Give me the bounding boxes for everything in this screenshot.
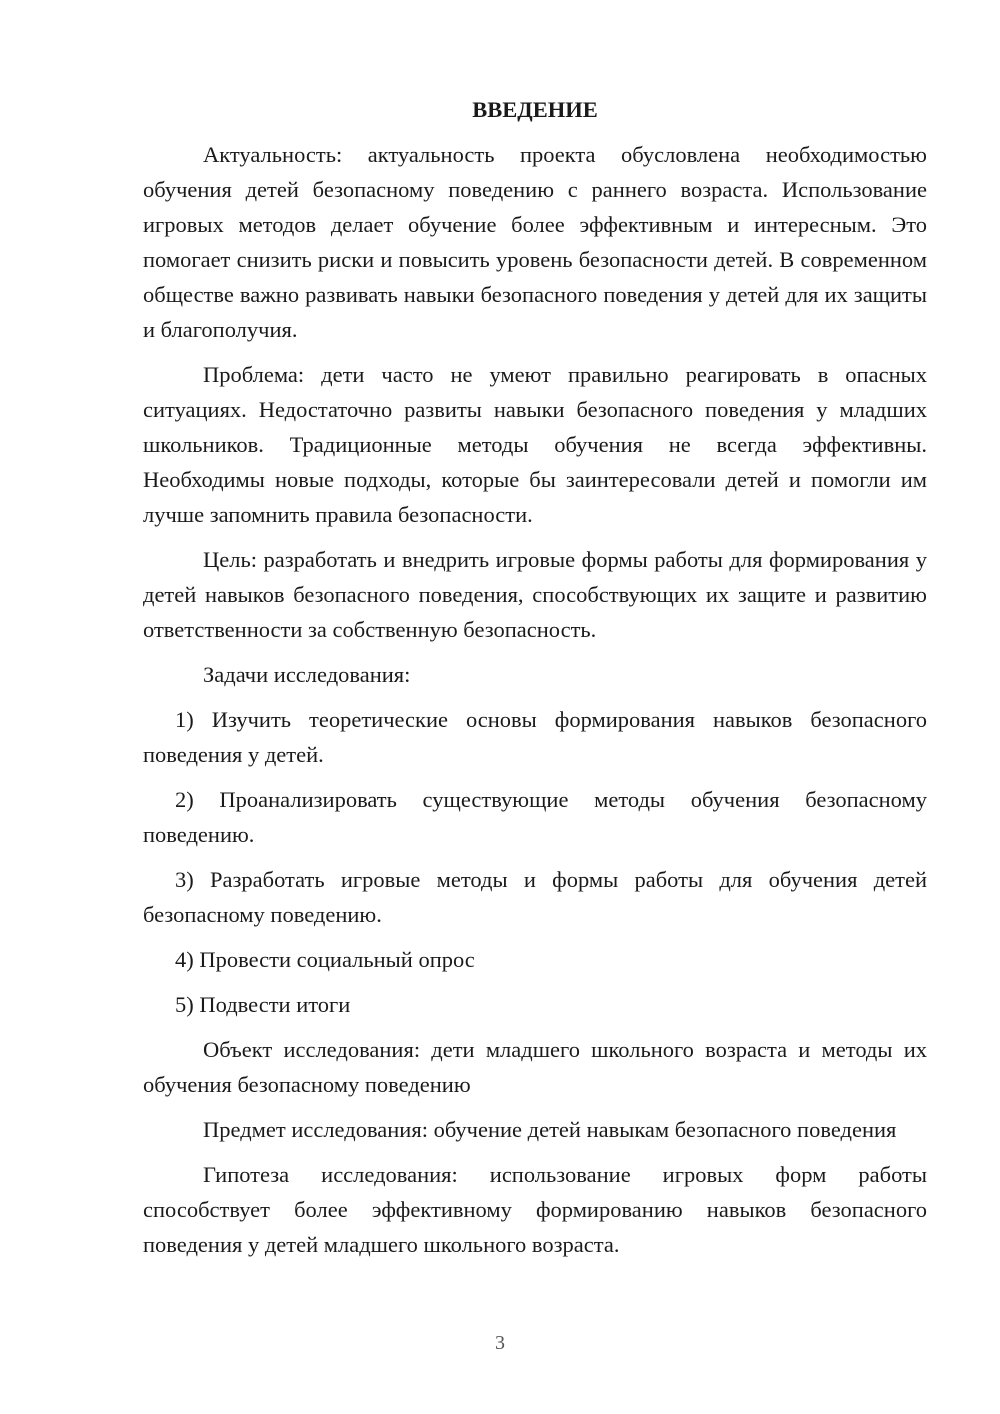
task-item-1: 1) Изучить теоретические основы формирования навыков безопасного поведения у детей. (143, 707, 927, 767)
document-body (143, 92, 927, 1272)
paragraph-object: Объект исследования: дети младшего школьного возраста и методы их обучения безопасному поведению (143, 1037, 927, 1097)
paragraph-hypothesis: Гипотеза исследования: использование игровых форм работы способствует более эффективному формированию навыков безопасного поведения у детей младшего школьного возраста. (143, 1162, 927, 1257)
task-item-5: 5) Подвести итоги (175, 992, 351, 1017)
paragraph-goal: Цель: разработать и внедрить игровые формы работы для формирования у детей навыков безопасного поведения, способствующих их защите и развитию ответственности за собственную безопасность. (143, 547, 927, 642)
page-title: ВВЕДЕНИЕ (472, 97, 598, 122)
page-number: 3 (495, 1332, 505, 1354)
paragraph-subject: Предмет исследования: обучение детей навыкам безопасного поведения (203, 1117, 897, 1142)
task-item-2: 2) Проанализировать существующие методы обучения безопасному поведению. (143, 787, 927, 847)
paragraph-problem: Проблема: дети часто не умеют правильно реагировать в опасных ситуациях. Недостаточно развиты навыки безопасного поведения у младших школьников. Традиционные методы обучения не всегда эффективны. Необходимы новые подходы, которые бы заинтересовали детей и помогли им лучше запомнить правила безопасности. (143, 362, 927, 527)
task-item-3: 3) Разработать игровые методы и формы работы для обучения детей безопасному поведению. (143, 867, 927, 927)
task-item-4: 4) Провести социальный опрос (175, 947, 475, 972)
paragraph-relevance: Актуальность: актуальность проекта обусловлена необходимостью обучения детей безопасному поведению с раннего возраста. Использование игровых методов делает обучение более эффективным и интересным. Это помогает снизить риски и повысить уровень безопасности детей. В современном обществе важно развивать навыки безопасного поведения у детей для их защиты и благополучия. (143, 142, 927, 342)
paragraph-tasks-heading: Задачи исследования: (203, 662, 411, 687)
